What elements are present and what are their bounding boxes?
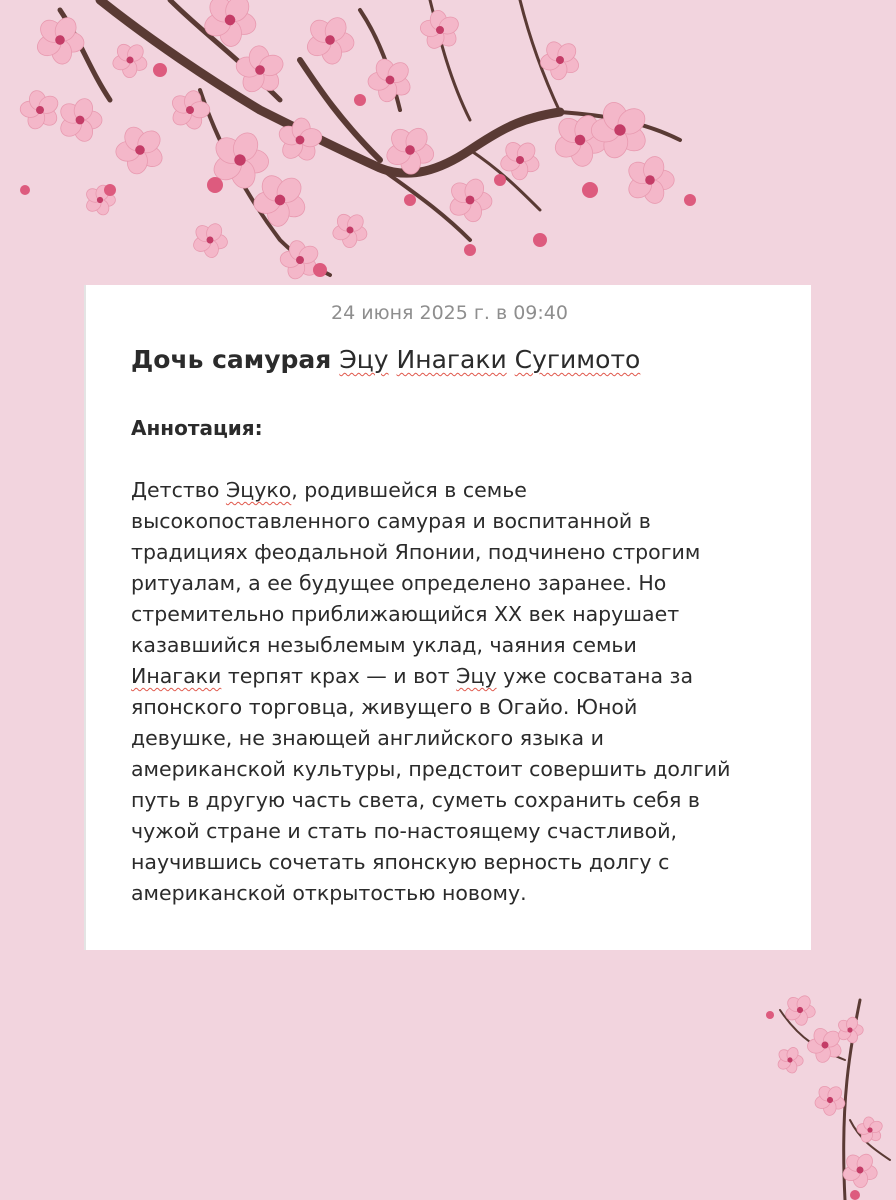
blossom-bud-icon — [404, 194, 416, 206]
body-line — [131, 661, 801, 692]
body-text: Детство — [131, 478, 226, 502]
body-text: чужой стране и стать по-настоящему счастливой, — [131, 819, 678, 843]
body-line — [131, 630, 801, 661]
cherry-blossom-icon — [781, 991, 818, 1029]
cherry-blossom-icon — [410, 0, 469, 59]
title-text: Дочь самурая — [131, 345, 332, 374]
body-line — [131, 847, 801, 878]
cherry-blossom-icon — [775, 1045, 804, 1076]
blossom-bud-icon — [313, 263, 327, 277]
cherry-blossom-icon — [196, 0, 263, 54]
blossom-bud-icon — [20, 185, 30, 195]
body-text: традициях феодальной Японии, подчинено строгим — [131, 540, 701, 564]
cherry-blossom-icon — [105, 115, 174, 185]
blossom-bud-icon — [354, 94, 366, 106]
body-text: стремительно приближающийся XX век нарушает — [131, 602, 680, 626]
cherry-blossom-icon — [445, 174, 494, 225]
blossom-bud-icon — [464, 244, 476, 256]
body-line — [131, 692, 801, 723]
cherry-blossom-icon — [106, 36, 153, 84]
body-line — [131, 506, 801, 537]
blossom-bud-icon — [153, 63, 167, 77]
body-text: американской культуры, предстоит совершить долгий — [131, 757, 731, 781]
cherry-blossom-icon — [30, 10, 88, 70]
body-text: японского торговца, живущего в Огайо. Юной — [131, 695, 638, 719]
body-line — [131, 754, 801, 785]
body-line — [131, 568, 801, 599]
cherry-blossom-icon — [532, 32, 587, 88]
cherry-blossom-icon — [326, 206, 373, 254]
blossom-bud-icon — [494, 174, 506, 186]
body-text: терпят крах — и вот — [221, 664, 457, 688]
body-line — [131, 537, 801, 568]
body-text: девушке, не знающей английского языка и — [131, 726, 604, 750]
cherry-blossom-icon — [358, 48, 421, 112]
cherry-blossom-icon — [300, 10, 358, 70]
author-last-name: Сугимото — [514, 345, 641, 374]
cherry-blossom-icon — [57, 96, 102, 143]
cherry-blossom-icon — [10, 80, 68, 139]
body-text: путь в другую часть света, суметь сохранить себя в — [131, 788, 700, 812]
body-text: американской открытостью новому. — [131, 881, 527, 905]
body-line — [131, 475, 801, 506]
body-text: научившись сочетать японскую верность долгу с — [131, 850, 670, 874]
body-text: высокопоставленного самурая и воспитанной в — [131, 509, 651, 533]
misspelled-word: Эцуко — [225, 478, 292, 502]
misspelled-word: Инагаки — [131, 664, 222, 688]
body-text: казавшийся незыблемым уклад, чаяния семьи — [131, 633, 637, 657]
body-line — [131, 816, 801, 847]
body-text: , родившейся в семье — [291, 478, 527, 502]
cherry-blossom-icon — [189, 218, 231, 262]
note-date: 24 июня 2025 г. в 09:40 — [331, 302, 568, 324]
blossom-bud-icon — [207, 177, 223, 193]
cherry-blossom-icon — [836, 1016, 863, 1044]
body-text: ритуалам, а ее будущее определено заранее. Но — [131, 571, 667, 595]
body-line — [131, 723, 801, 754]
body-text: уже сосватана за — [496, 664, 693, 688]
cherry-blossom-icon — [163, 83, 217, 136]
cherry-blossom-icon — [625, 154, 675, 206]
body-line — [131, 878, 801, 909]
blossom-bud-icon — [582, 182, 598, 198]
body-line — [131, 785, 801, 816]
blossom-bud-icon — [533, 233, 547, 247]
annotation-heading: Аннотация: — [131, 416, 263, 440]
annotation-body — [131, 475, 801, 909]
blossom-bud-icon — [684, 194, 696, 206]
misspelled-word: Эцу — [456, 664, 497, 688]
blossom-bud-icon — [766, 1011, 774, 1019]
note-card — [84, 285, 811, 950]
author-first-name: Эцу — [339, 345, 389, 374]
book-title — [131, 343, 640, 377]
author-middle-name: Инагаки — [396, 345, 507, 374]
blossom-bud-icon — [850, 1190, 860, 1200]
blossom-bud-icon — [104, 184, 116, 196]
body-line — [131, 599, 801, 630]
